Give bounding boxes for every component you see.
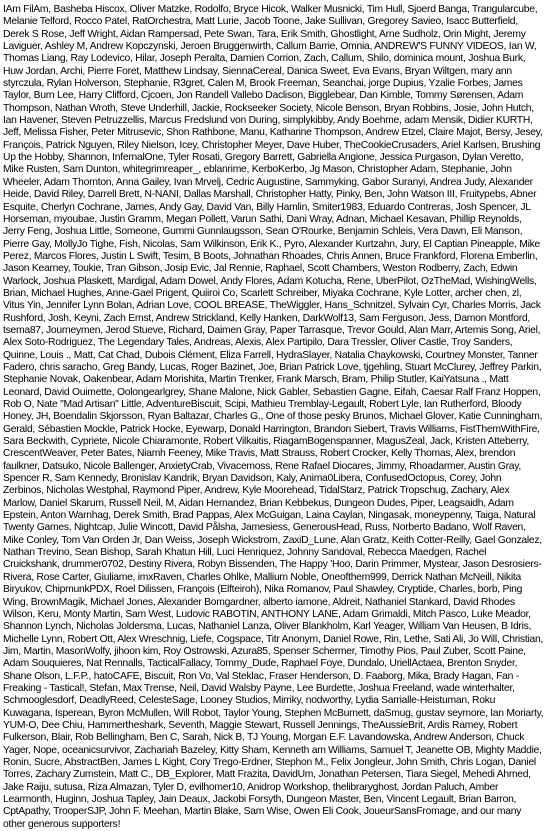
supporter-credits-text: IAm FilAm, Basheba Hiscox, Oliver Matzke, Rodolfo, Bryce Hicok, Walker Musnicki, Tim Hull, Sjoerd Banga, Trangularcube, Melanie Telford, Rocco Patel, RatOrchestra, Matt Lurie, Jacob Toone, Jake Sullivan, Gregorey Savieo, Isacc Butterfield, Derek S Rose, Jeff Wright, Aidan Rampersad, Pete Swan, Tara, Erik Smith, Ghostlight, Arne Sudholz, Orin Might, Jeremy Laviguer, Ashley M, Andrew Kopczynski, Jeroen Bruggenwirth, Callum Barrie, Omnia, ANDREW'S FUNNY VIDEOS, Ian W, Thomas Liang, Ray Lodevico, Hilar, Joseph Peralta, Damien Corrion, Zach, Callum, Shilo, dominica mount, Joshua Burk, Huw Jordan, Archi, Pierre Foret, Matthew Lindsay, SiennaCereal, Danica Sweet, Eva Evans, Bryan Wiltgen, mary ann styrczula, Rylan Holverson, Stephanie, R3gret, Calen M, Brook Freeman, Seanchai, jorge Dupius, Yzalie Forbes, James Taylor, Burn Lee, Harry Clifford, Cjcoen, Jon Randell Vallebo Daclison, Bigglebear, Dan Kimble, Tommy Sørensen, Adam Thompson, Nathan Wroth, Steve Underhill, Jackie, Rockseeker Society, Nicole Benson, Bryan Robbins, Josie, John Hutch, Ian Havener, Steven Petruzzellis, Marcus Fredslund von During, simplykibby, Andy Boehme, adam Mensik, Didier KURTH, Jeff, Melissa Fisher, Peter Mitrusevic, Shon Rathbone, Manu, Katharine Thompson, Andrew Etzel, Claire Majot, Bersy, Jesey, François, Patrick Nguyen, Riley Nielson, Icey, Christopher Meyer, Dave Huber, TheCookieCrusaders, Ariel Karlsen, Brushing Up the Hobby, Shannon, InfernalOne, Tyler Rosati, Gregory Barrett, Gabriella Angione, Jessica Purgason, Dylan Veretto, Mike Rusten, Sam Dunton, whitegrimreaper_, eblanrime, KerboKerbo, Jg Mason, Christopher Adam, Stephanie, John Wheeler, Adam Thornton, Anna Gailey, Ivan Mrvelj, Cedric Augustine, Sammyking, Gabor Suranyi, Andrea Judy, Alexander Heide, David Riley, Darrell Brett, N-NANI, Dallas Marshall, Christopher Hatty, Pinky, Ben, John Watson III, Fruitypebs, Abner Esquite, Cherlyn Cochrane, James, Andy Gay, David Van, Billy Hamlin, Smiter1983, Eduardo Contreras, Josh Spencer, JL Horseman, myoubae, Justin Gramm, Megan Pollett, Varun Sathi, Dani Wray, Adnan, Michael Kesavan, Phillip Reynolds, Jerry Feng, Joshua Little, Someone, Gummi Gunnlaugsson, Sean O'Rourke, Benjamin Schleis, Vera Dawn, Eli Manson, Pierre Gay, MollyJo Tighe, Fish, Nicolas, Sam Wilkinson, Erik K., Pyro, Alexander Kurtzahn, Jury, El Captian Pineapple, Mike Perez, Marcos Flores, Justin L Swift, Tesim, B Boots, Johnathan Rhoades, Chris Annen, Bruce Frankford, Florena Emberlin, Jason Kearney, Toukie, Tran Gibson, Josip Evic, Jal Rennie, Raphael, Scott Chambers, Weston Rodberry, Zach, Edwin Warlock, Joshua Plaskett, Mardigal, Adam Dowel, Andy Flores, Adam Kotucha, Rene, UberPilot, OzTheMad, WishingWells, Brian, Michael Hughes, Anne-Gael Prigent, Quiiroi Co, Scarlett Schreiber, Miyaka Cochrane, Kyle Lotter, archer chen, zl, Vitus Yin, Jennifer Lynn Bolan, Adrian Love, COOL BREASE, TheWiggler, Hans_Schnitzel, Sylvain Cyr, Charles Morris, Jack Rushford, Josh, Keyni, Zach Ernst, Andrew Strickland, Kelly Hanken, DarkWolf13, Sam Ferguson, Jess, Damon Montford, tsema87, Journeymen, Jerod Stueve, Richard, Daimen Gray, Paper Tarrasque, Trevor Gould, Alan Marr, Artemis Song, Ariel, Alex Soto-Rodriguez, The Legendary Tales, Andreas, Alexis, Alex Partipilo, Dara Tressler, Oliver Castle, Troy Sanders, Quinne, Louis ., Matt, Cat Chad, Dubois Clément, Eliza Farrell, HydraSlayer, Natalia Chaykowski, Courtney Monster, Tanner Fadero, chris saracho, Greg Bandy, Lucas, Roger Bazinet, Joe, Brian Patrick Love, tjgehling, Stuart McClurey, Jeffrey Parkin, Stephanie Novak, Oakenbear, Adam Morishita, Martin Trenker, Frank Marsch, Bram, Philip Stutler, KaiYatsuna ., Matt Leonard, David Ouimette, Oolongearlgrey, Shane Malone, Nick Gabler, Sebastien Gagne, Eifah, Caesar Ralf Franz Hoppen, Rob O, Nate "Mad Artisan" Little, AdventureBiscuit, Scipi, Mathieu Tremblay-Legault, Robert Lyle, Ian Rutherford, Bloody Honey, JH, Boendalin Skjorsson, Ryan Baltazar, Charles G., One of those pesky Brunos, Michael Glover, Katie Cunningham, Gerald, Sébastien Mockle, Patrick Hocke, Eyewarp, Donald Harrington, Brandon Siebert, Travis Williams, FistThemWithFire, Sara Beckwith, Cypriete, Nicole Chiaramonte, Robert Vilkaitis, RiagamBogenspanner, MagusZeal, Jack, Kristen Atteberry, CrescentWeaver, Peter Bates, Niamh Feeney, Mike Travis, Matt Strauss, Robert Crocker, Kelly Thomas, Alex, brendon faulkner, Datsuko, Nicole Ballenger, AnxietyCrab, Vivacemoss, Rene Rafael Diocares, Jimmy, Rhoadarmer, Austin Gray, Spencer R, Sam Kennedy, Bronislav Kandrik, Bryan Davidson, Kaly, Anima0Libera, ConfusedOctopus, Corey, John Zerbinos, Nicholas Westphal, Raymond Piper, Andrew, Kyle Moorehead, TidalStarz, Patrick Tropschug, Zachary, Alex Marlow, Daniel Skarum, Russell Neil, M, Aidan Hernandez, Brian Kebbekus, Dungeon Dudes, Piper, Leagsaidh, Adam Epstein, Anton Warnhag, Derek Smith, Brad Pappas, Alex McGuigan, Laina Caylan, Ningasak, moneypenny, Taiga, Natural Twenty Games, Nightcap, Julie Wincott, David Pålsha, Jamesiess, GenerousHead, Russ, Norberto Badano, Wolf Raven, Mike Conley, Tom Van Orden Jr, Dan Weiss, Joseph Wickstrom, ZaxiD_Lune, Alan Gratz, Keith Cotter-Reilly, Gael Gonzalez, Nathan Trevino, Sean Bishop, Sarah Khatun Hill, Luci Henriquez, Johnny Sandoval, Rebecca Maedgen, Rachel Cruickshank, drummer0702, Destiny Rivera, Robyn Bissenden, The Happy 'Hoo, Darin Primmer, Mystear, Jason Desrosiers-Rivera, Rose Carter, Giuliame, imxRaven, Charles Ohlke, Mallium Noble, Oneofthem999, Derrick Nathan McNeill, Nikita Biryukov, ChipmunkPDX, Roel Dilissen, François (Elfteiroh), Nika Romanov, Paul Shawley, Cryptide, Charles, borb, Ping Wing, BrownMagik, Michael Jones, Alexander Bomgardner, alberto iamone, Aldreit, Nathaniel Stankard, David Rhodes Wilson, Keru, Monty Martin, Sam West, Ludovic RABOTIN, ANTHONY LANE, Adam Grimaldi, Mitch Pasco, Luke Meador, Shannon Lynch, Nicholas Joldersma, Lucas, Nathaniel Lanza, Oliver Blankholm, Karl Yeager, William Van Heusen, B Idris, Michelle Lynn, Robert Ott, Alex Wreschnig, Liefe, Cogspace, Titr Anonym, Daniel Rowe, Rin, Lethe, Sati Ali, Jo Will, Christian, Jim, Martin, MasonWolfy, jihoon kim, Roy Ostrowski, Azura85, Spenser Schermer, Timothy Pios, Paul Zuber, Scott Paine, Adam Souquieres, Nat Rennalls, TacticalFallacy, Tommy_Dude, Raphael Foye, Dundalo, UriellActaea, Brenton Snyder, Shane Olson, L.F.P., hatoCAFE, Biscuit, Ron Vo, Val Steklac, Fraser Henderson, D. Faaborg, Mika, Brady Hagan, Fan - Freaking - Tastical!, Stefan, Max Trense, Neil, David Walsby Payne, Lee Burdette, Joshua Freeland, wade winterhalter, Schmooglesdorf, DeadlyReed, CelesteSage, Looney Studios, Mirriky, nodworthy, Lydia Sarrialle-Heistuman, Roku Kuwagana, Isperean, Byron McMullen, Will Robot, Taylor Young, Stephen McBurnett, daSmug, gustav seymore, Ian Moriarty, YUM-O, Dee Chiu, Hammertheshark, Seventh, Maggie Stewart, Russell Jennings, TheAussieBrit, Ardis Ramey, Robert Fulkerson, Blair, Rob Bellingham, Ben C, Sarah, Nick B, TJ Young, Morgan E.F. Lavandowska, Andrew Anderson, Chuck Yager, Nope, oceanicsurvivor, Zachariah Bazeley, Kitty Sham, Kenneth am Williams, Samuel T, Jeanette OB, Mighty Maddie, Ronin, Sucre, AbstractBen, James L Kight, Cory Trego-Erdner, Stephon M., Felix Jongleur, John Smith, Chris Logan, Daniel Torres, Zachary Zumstein, Matt C., DB_Explorer, Matt Frazita, DavidUm, Jonathan Petersen, Tiara Siegel, Mehedi Ahmed, Jake Raiju, sutusa, Riza Almazan, Tyler D, evilhomer10, Anidrop Workshop, thelibraryghost, Jordan Paluch, Amber Learmonth, Huginn, Joshua Tapley, Jain Deaux, Jackobi Forsyth, Dungeon Master, Ben, Vincent Legault, Brian Barron, CptApathy, TrooperSJP, John F. Meehan, Martin Blake, Sam Wise, Owen Eli Cook, JoueurSansFromage, and our many other generous supporters! [3, 4, 544, 830]
